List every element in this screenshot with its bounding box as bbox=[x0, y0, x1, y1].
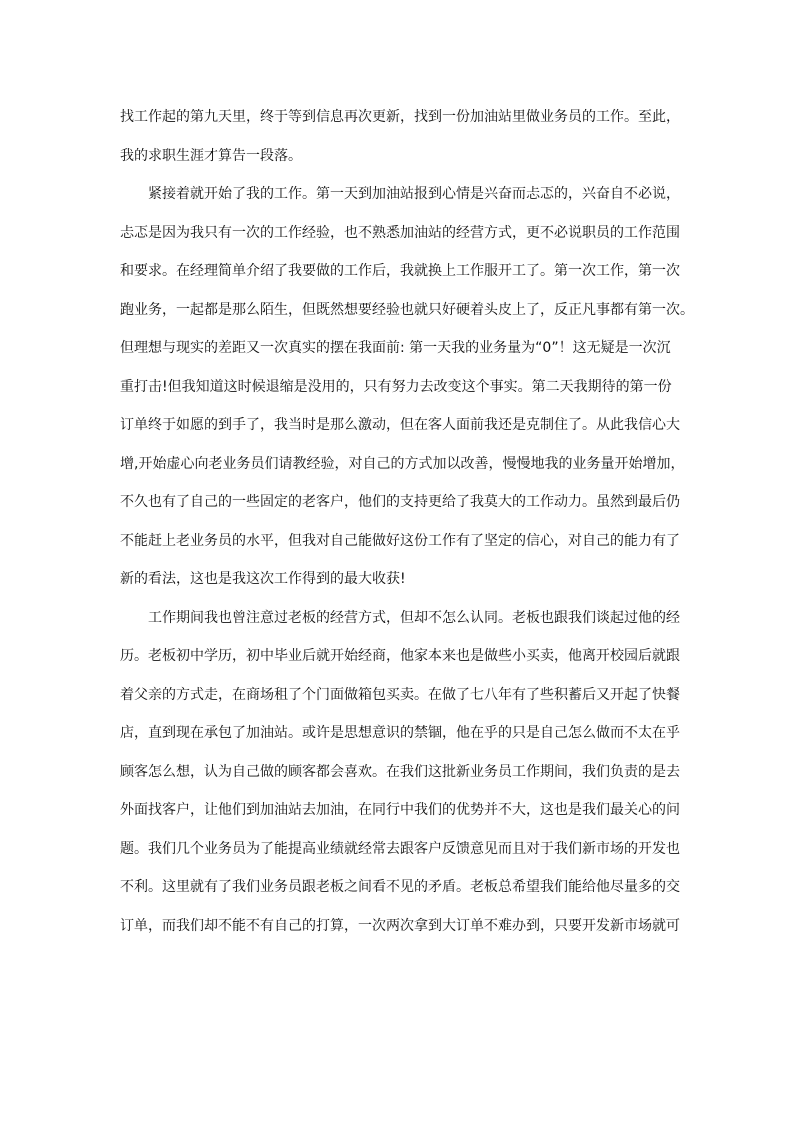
text-line: 顾客怎么想，认为自己做的顾客都会喜欢。在我们这批新业务员工作期间，我们负责的是去 bbox=[120, 763, 680, 780]
text-line: 店，直到现在承包了加油站。或许是思想意识的禁锢，他在乎的只是自己怎么做而不太在乎 bbox=[120, 725, 680, 741]
paragraph-3 bbox=[120, 599, 680, 946]
text-line: 增,开始虚心向老业务员们请教经验，对自己的方式加以改善，慢慢地我的业务量开始增加， bbox=[120, 455, 685, 472]
text-line: 但理想与现实的差距又一次真实的摆在我面前: 第一天我的业务量为“0”！这无疑是一次沉 bbox=[120, 340, 671, 356]
text-line: 着父亲的方式走，在商场租了个门面做箱包买卖。在做了七八年有了些积蓄后又开起了快餐 bbox=[120, 686, 680, 703]
text-line: 重打击!但我知道这时候退缩是没用的，只有努力去改变这个事实。第二天我期待的第一份 bbox=[120, 378, 672, 395]
text-line: 找工作起的第九天里，终于等到信息再次更新，找到一份加油站里做业务员的工作。至此， bbox=[120, 109, 680, 125]
text-line: 订单终于如愿的到手了，我当时是那么激动，但在客人面前我还是克制住了。从此我信心大 bbox=[120, 417, 680, 433]
text-line: 不久也有了自己的一些固定的老客户，他们的支持更给了我莫大的工作动力。虽然到最后仍 bbox=[120, 494, 680, 510]
paragraph-2 bbox=[120, 175, 694, 599]
text-line: 历。老板初中学历，初中毕业后就开始经商，他家本来也是做些小买卖，他离开校园后就跟 bbox=[120, 648, 680, 664]
text-line: 新的看法，这也是我这次工作得到的最大收获! bbox=[120, 571, 406, 587]
text-line: 忐忑是因为我只有一次的工作经验，也不熟悉加油站的经营方式，更不必说职员的工作范围 bbox=[120, 224, 680, 241]
text-line: 订单，而我们却不能不有自己的打算，一次两次拿到大订单不难办到，只要开发新市场就可 bbox=[120, 917, 680, 934]
text-line: 工作期间我也曾注意过老板的经营方式，但却不怎么认同。老板也跟我们谈起过他的经 bbox=[148, 609, 680, 626]
text-line: 题。我们几个业务员为了能提高业绩就经常去跟客户反馈意见而且对于我们新市场的开发也 bbox=[120, 840, 680, 857]
document-body bbox=[120, 98, 694, 945]
paragraph-1 bbox=[120, 98, 680, 175]
text-line: 外面找客户，让他们到加油站去加油，在同行中我们的优势并不大，这也是我们最关心的问 bbox=[120, 802, 680, 818]
text-line: 我的求职生涯才算告一段落。 bbox=[120, 147, 302, 164]
text-line: 紧接着就开始了我的工作。第一天到加油站报到心情是兴奋而忐忑的，兴奋自不必说， bbox=[148, 186, 680, 202]
text-line: 不利。这里就有了我们业务员跟老板之间看不见的矛盾。老板总希望我们能给他尽量多的交 bbox=[120, 879, 680, 895]
text-line: 和要求。在经理简单介绍了我要做的工作后，我就换上工作服开工了。第一次工作，第一次 bbox=[120, 263, 680, 279]
text-line: 跑业务，一起都是那么陌生，但既然想要经验也就只好硬着头皮上了，反正凡事都有第一次。 bbox=[120, 301, 694, 318]
text-line: 不能赶上老业务员的水平，但我对自己能做好这份工作有了坚定的信心，对自己的能力有了 bbox=[120, 532, 680, 549]
